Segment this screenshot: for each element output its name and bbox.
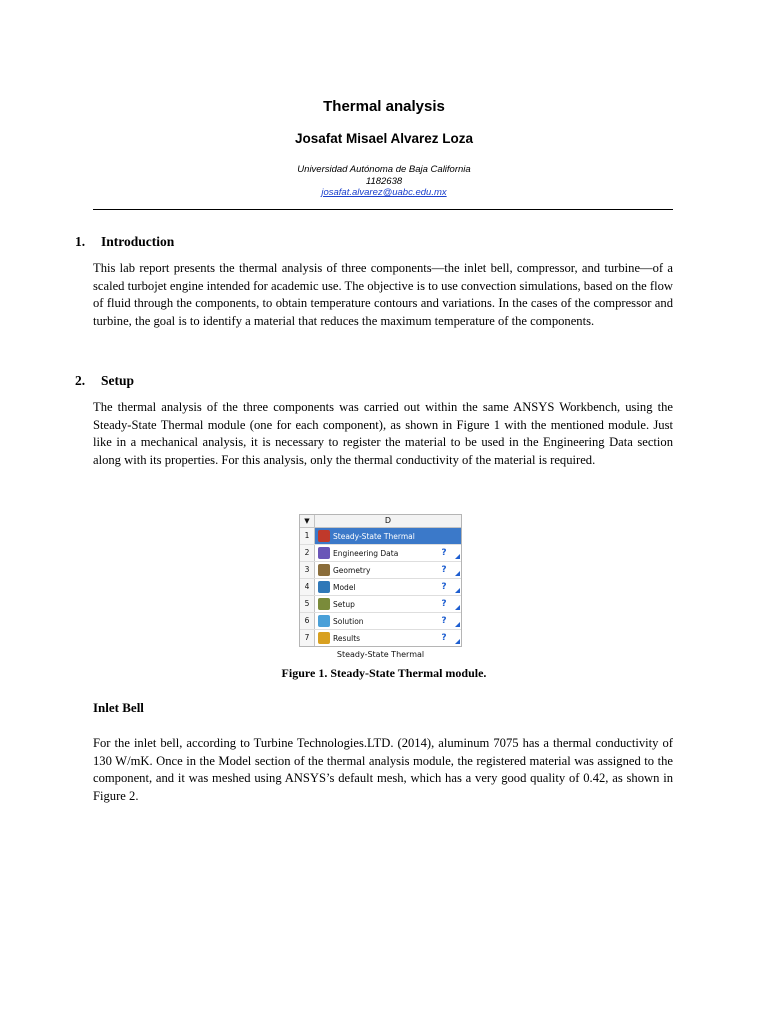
results-icon <box>318 632 330 644</box>
table-row[interactable] <box>300 579 461 596</box>
section-title: Introduction <box>101 234 175 249</box>
figure-caption: Figure 1. Steady-State Thermal module. <box>281 666 487 680</box>
engineering-data-icon <box>318 547 330 559</box>
header-divider <box>93 209 673 210</box>
row-number: 7 <box>300 630 315 646</box>
cell-label: Solution <box>333 616 364 626</box>
corner-marker-icon <box>453 630 461 646</box>
corner-marker-icon <box>453 562 461 578</box>
row-number: 5 <box>300 596 315 612</box>
workbench-system-table <box>299 514 462 647</box>
row-number: 1 <box>300 528 315 544</box>
system-caption: Steady-State Thermal <box>336 650 425 659</box>
email-link[interactable]: josafat.alvarez@uabc.edu.mx <box>321 187 447 198</box>
table-header <box>300 515 461 528</box>
corner-marker-icon <box>453 579 461 595</box>
section-title: Setup <box>101 373 135 388</box>
status-icon: ? <box>441 616 447 626</box>
collapse-arrow-icon[interactable]: ▼ <box>300 515 315 527</box>
corner-marker-icon <box>453 613 461 629</box>
university-name: Universidad Autónoma de Baja California <box>297 164 471 175</box>
section-number: 1. <box>75 234 86 249</box>
cell-label: Setup <box>333 599 355 609</box>
solution-icon <box>318 615 330 627</box>
affiliation-block <box>0 164 768 199</box>
introduction-paragraph: This lab report presents the thermal analysis of three components—the inlet bell, compressor, and turbine—of a scaled turbojet engine intended for academic use. The objective is to use convection simulations, based on the flow of fluid through the components, to obtain temperature contours and variations. In the cases of the compressor and turbine, the goal is to identify a material that reduces the maximum temperature of the components. <box>93 261 673 328</box>
paper-title: Thermal analysis <box>323 98 445 115</box>
inlet-bell-paragraph: For the inlet bell, according to Turbine Technologies.LTD. (2014), aluminum 7075 has a thermal conductivity of 130 W/mK. Once in the Model section of the thermal analysis module, the registered material was assigned to the component, and it was meshed using ANSYS’s default mesh, which has a very good quality of 0.42, as shown in Figure 2. <box>93 736 673 803</box>
cell-label: Model <box>333 582 356 592</box>
row-number: 3 <box>300 562 315 578</box>
setup-icon <box>318 598 330 610</box>
row-number: 6 <box>300 613 315 629</box>
corner-marker-icon <box>453 596 461 612</box>
section-heading-setup <box>75 373 134 389</box>
cell-label: Geometry <box>333 565 371 575</box>
corner-marker-icon <box>453 545 461 561</box>
section-heading-introduction <box>75 234 174 250</box>
workbench-figure <box>299 514 462 659</box>
subsection-heading-inlet-bell: Inlet Bell <box>93 700 144 715</box>
status-icon: ? <box>441 565 447 575</box>
table-row[interactable] <box>300 528 461 545</box>
row-number: 4 <box>300 579 315 595</box>
setup-paragraph: The thermal analysis of the three components was carried out within the same ANSYS Workbench, using the Steady-State Thermal module (one for each component), as shown in Figure 1 with the mentioned module. Just like in a mechanical analysis, it is necessary to register the material to be used in the Engineering Data section along with its properties. For this analysis, only the thermal conductivity of the material is required. <box>93 400 673 467</box>
table-row[interactable] <box>300 630 461 646</box>
section-number: 2. <box>75 373 86 388</box>
column-header: D <box>384 516 392 525</box>
row-number: 2 <box>300 545 315 561</box>
status-icon: ? <box>441 548 447 558</box>
table-row[interactable] <box>300 596 461 613</box>
cell-label: Engineering Data <box>333 548 399 558</box>
model-icon <box>318 581 330 593</box>
geometry-icon <box>318 564 330 576</box>
table-row[interactable] <box>300 562 461 579</box>
table-row[interactable] <box>300 613 461 630</box>
table-row[interactable] <box>300 545 461 562</box>
cell-label: Steady-State Thermal <box>333 531 415 541</box>
cell-label: Results <box>333 633 361 643</box>
status-icon: ? <box>441 599 447 609</box>
status-icon: ? <box>441 633 447 643</box>
status-icon: ? <box>441 582 447 592</box>
student-id: 1182638 <box>365 175 403 187</box>
thermal-module-icon <box>318 530 330 542</box>
author-name: Josafat Misael Alvarez Loza <box>294 131 474 146</box>
